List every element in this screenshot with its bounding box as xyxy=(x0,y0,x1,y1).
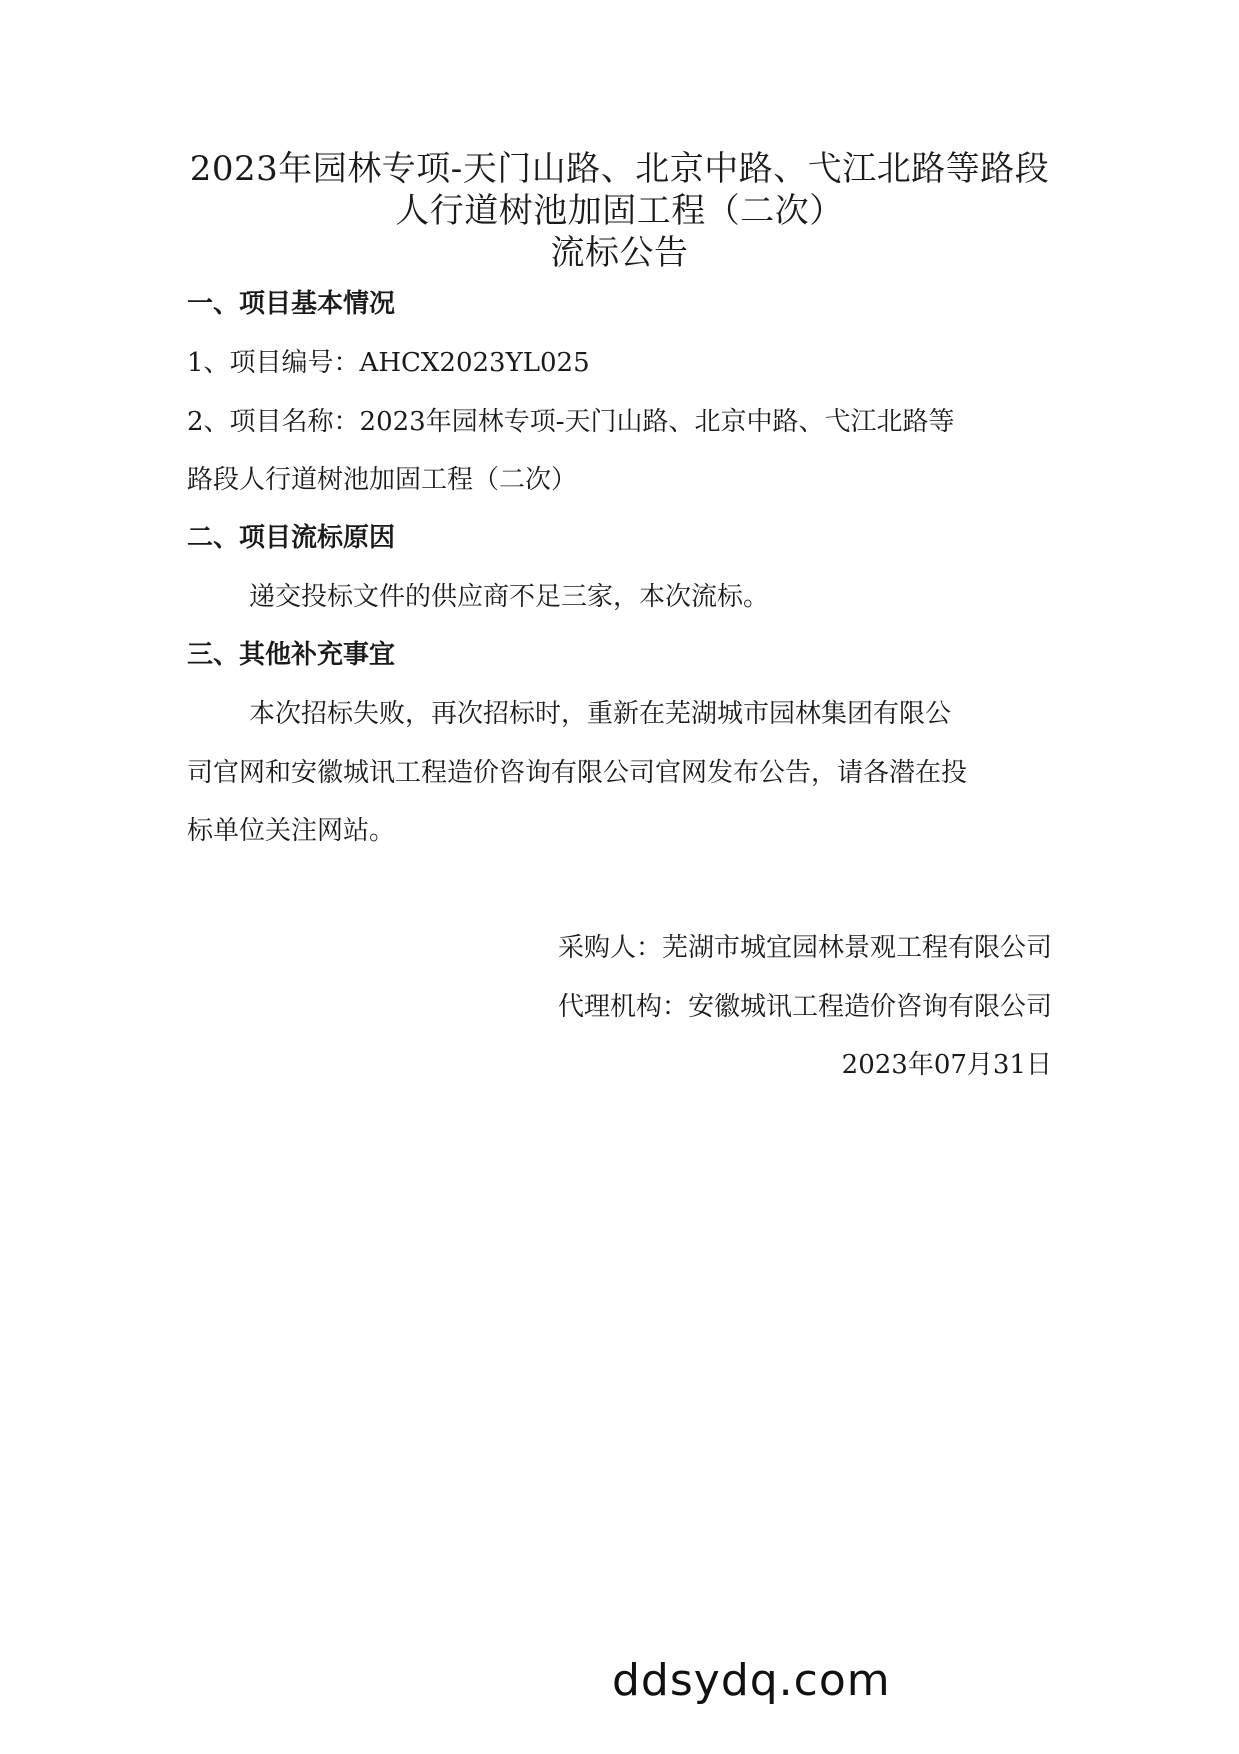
supplementary-line-2: 司官网和安徽城讯工程造价咨询有限公司官网发布公告，请各潜在投 xyxy=(187,758,968,788)
purchaser-signature: 采购人：芜湖市城宜园林景观工程有限公司 xyxy=(557,933,1052,963)
watermark-text: ddsydq.com xyxy=(612,1655,891,1706)
signature-date: 2023年07月31日 xyxy=(841,1050,1052,1080)
failure-reason-text: 递交投标文件的供应商不足三家，本次流标。 xyxy=(249,582,770,612)
supplementary-line-3: 标单位关注网站。 xyxy=(187,816,396,846)
section-2-heading: 二、项目流标原因 xyxy=(187,523,396,553)
title-line-2: 人行道树池加固工程（二次） xyxy=(395,191,844,231)
section-3-heading: 三、其他补充事宜 xyxy=(187,640,396,670)
agency-signature: 代理机构：安徽城讯工程造价咨询有限公司 xyxy=(557,992,1052,1022)
project-number: 1、项目编号：AHCX2023YL025 xyxy=(187,348,590,378)
supplementary-line-1: 本次招标失败，再次招标时，重新在芜湖城市园林集团有限公 xyxy=(249,699,952,729)
project-name-line-2: 路段人行道树池加固工程（二次） xyxy=(187,465,578,495)
title-line-1: 2023年园林专项-天门山路、北京中路、弋江北路等路段 xyxy=(189,149,1050,189)
section-1-heading: 一、项目基本情况 xyxy=(187,289,396,319)
document-title xyxy=(0,148,1239,274)
title-line-3: 流标公告 xyxy=(550,233,689,273)
project-name-line-1: 2、项目名称：2023年园林专项-天门山路、北京中路、弋江北路等 xyxy=(187,407,955,437)
